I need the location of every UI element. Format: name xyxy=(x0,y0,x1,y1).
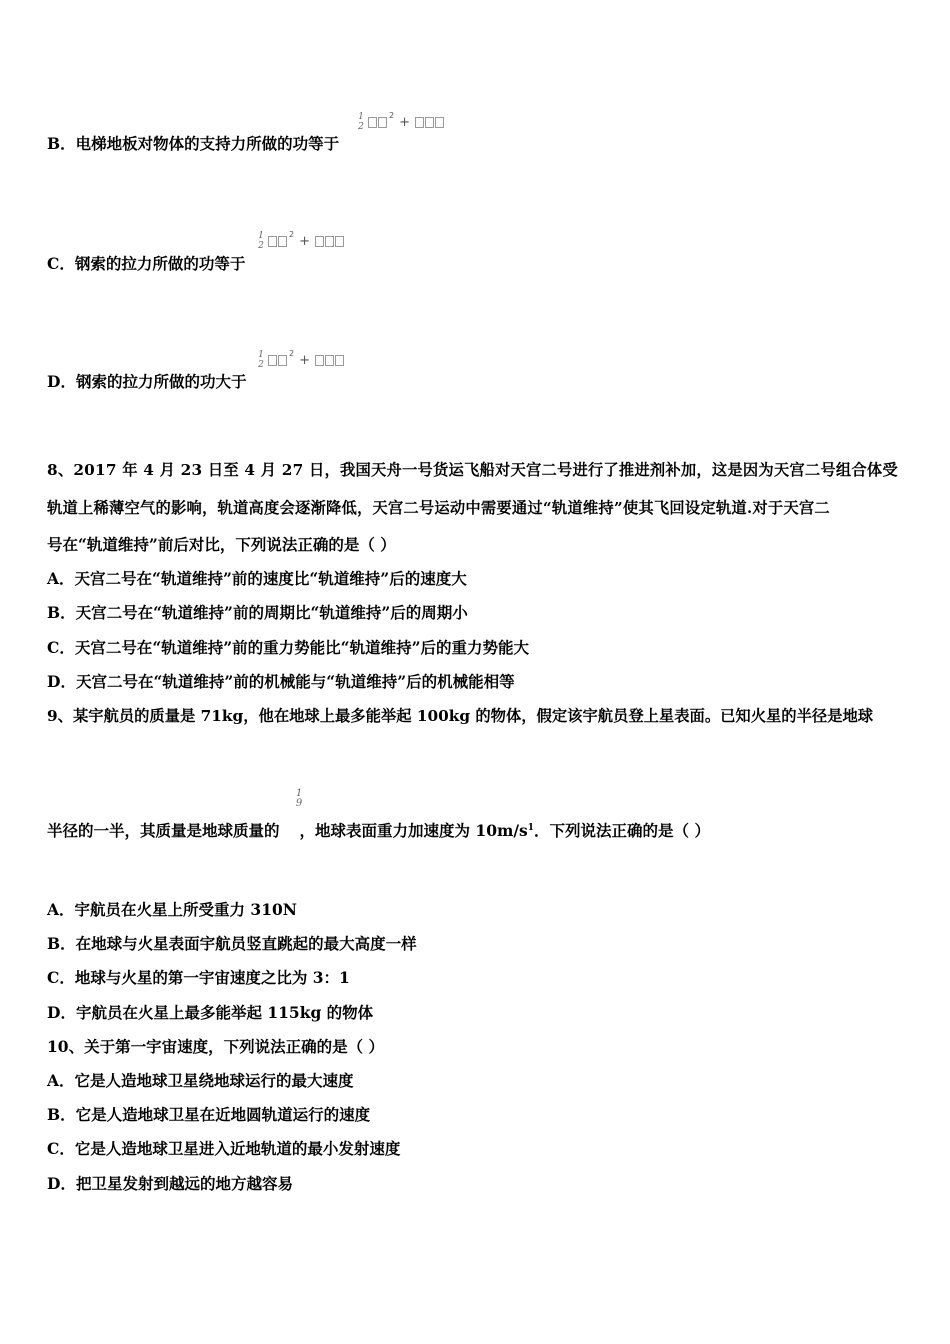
q10-option-a: A．它是人造地球卫星绕地球运行的最大速度 xyxy=(47,1071,354,1090)
q10-stem: 10、关于第一宇宙速度，下列说法正确的是（ ） xyxy=(47,1037,384,1056)
q7-c-formula: $^2$ + xyxy=(268,233,345,249)
q10-option-d: D．把卫星发射到越远的地方越容易 xyxy=(47,1174,293,1193)
q7-option-d xyxy=(47,372,246,392)
q9-fraction: 1 9 xyxy=(295,788,303,809)
q8-stem-line2: 轨道上稀薄空气的影响，轨道高度会逐渐降低，天宫二号运动中需要通过“轨道维持”使其飞回设定轨道.对于天宫二 xyxy=(47,499,830,517)
q8-option-a: A．天宫二号在“轨道维持”前的速度比“轨道维持”后的速度大 xyxy=(47,569,467,588)
q8-stem-line1: 8、2017 年 4 月 23 日至 4 月 27 日，我国天舟一号货运飞船对天宫二号进行了推进剂补加，这是因为天宫二号组合体受 xyxy=(47,461,898,479)
q8-option-d: D．天宫二号在“轨道维持”前的机械能与“轨道维持”后的机械能相等 xyxy=(47,672,515,691)
option-label: C． xyxy=(47,254,75,273)
formula-fraction: 1 2 xyxy=(358,112,364,132)
q8-stem-line3: 号在“轨道维持”前后对比，下列说法正确的是（ ） xyxy=(47,535,396,554)
q9-stem-line2: 半径的一半，其质量是地球质量的 ，地球表面重力加速度为 $10m/s^1$．下列说法正确的是（ ） xyxy=(47,821,710,841)
q9-option-a: A．宇航员在火星上所受重力 310N xyxy=(47,900,297,919)
option-label: D． xyxy=(47,372,76,391)
q9-stem-line1: 9、某宇航员的质量是 71kg，他在地球上最多能举起 100kg 的物体，假定该宇航员登上星表面。已知火星的半径是地球 xyxy=(47,707,874,725)
formula-fraction: 1 2 xyxy=(258,350,264,370)
q9-option-d: D．宇航员在火星上最多能举起 115kg 的物体 xyxy=(47,1003,374,1022)
q8-option-b: B．天宫二号在“轨道维持”前的周期比“轨道维持”后的周期小 xyxy=(47,603,468,622)
option-text: 电梯地板对物体的支持力所做的功等于 xyxy=(75,134,340,153)
q10-option-b: B．它是人造地球卫星在近地圆轨道运行的速度 xyxy=(47,1105,371,1124)
option-text: 钢索的拉力所做的功大于 xyxy=(75,372,247,391)
q7-option-c xyxy=(47,254,245,274)
q7-option-b xyxy=(47,134,339,154)
option-text: 钢索的拉力所做的功等于 xyxy=(74,254,246,273)
formula-fraction: 1 2 xyxy=(258,231,264,251)
q10-option-c: C．它是人造地球卫星进入近地轨道的最小发射速度 xyxy=(47,1139,401,1158)
q7-b-formula: $^2$ + xyxy=(368,114,445,130)
q9-option-c: C．地球与火星的第一宇宙速度之比为 3：1 xyxy=(47,968,350,987)
option-label: B． xyxy=(47,134,76,153)
q8-option-c: C．天宫二号在“轨道维持”前的重力势能比“轨道维持”后的重力势能大 xyxy=(47,638,530,657)
q9-option-b: B．在地球与火星表面宇航员竖直跳起的最大高度一样 xyxy=(47,934,417,953)
q7-d-formula: $^2$ + xyxy=(268,352,345,368)
